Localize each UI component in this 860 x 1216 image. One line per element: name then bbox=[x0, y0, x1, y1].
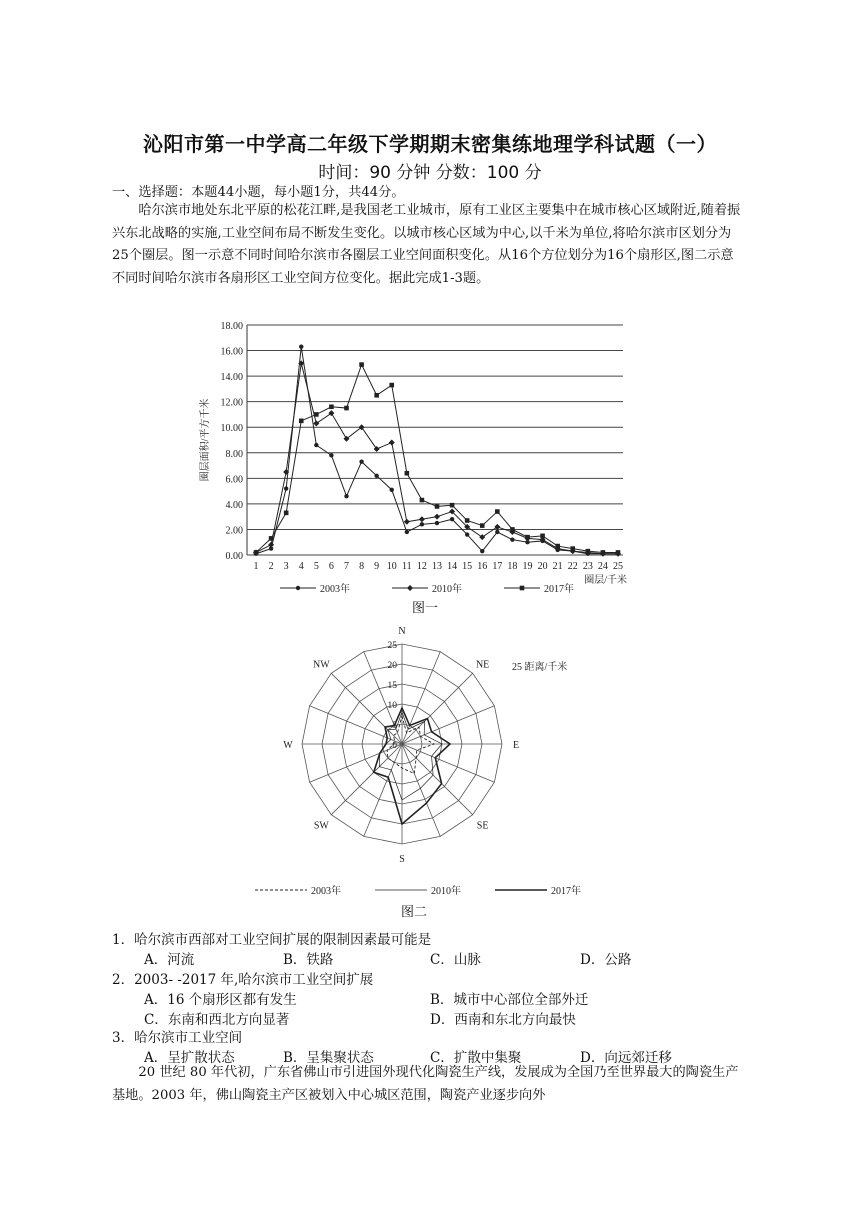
figure-1-caption: 图一 bbox=[412, 601, 439, 616]
legend-label: 2003年 bbox=[320, 584, 350, 595]
data-point bbox=[390, 488, 394, 492]
data-point bbox=[389, 440, 395, 446]
data-point bbox=[420, 522, 424, 526]
distance-unit-label: 25 距离/千米 bbox=[512, 662, 568, 673]
data-point bbox=[480, 549, 484, 553]
data-point bbox=[254, 550, 259, 555]
figure-2-caption: 图二 bbox=[401, 905, 428, 920]
x-tick-label: 14 bbox=[447, 561, 458, 572]
radial-tick-label: 25 bbox=[387, 641, 397, 651]
data-point bbox=[313, 420, 319, 426]
x-tick-label: 8 bbox=[359, 561, 365, 572]
x-tick-label: 9 bbox=[374, 561, 380, 572]
data-point bbox=[405, 530, 409, 534]
y-tick-label: 14.00 bbox=[220, 372, 243, 384]
q3-option-b: B．呈集聚状态 bbox=[283, 1050, 374, 1066]
data-point bbox=[616, 550, 621, 555]
data-point bbox=[405, 471, 410, 476]
x-tick-label: 22 bbox=[567, 561, 578, 572]
direction-label: SE bbox=[476, 820, 489, 832]
x-tick-label: 13 bbox=[432, 561, 442, 572]
x-tick-label: 18 bbox=[507, 561, 518, 572]
q1-option-c: C．山脉 bbox=[430, 952, 481, 968]
direction-label: SW bbox=[313, 820, 329, 832]
data-point bbox=[374, 446, 380, 452]
data-point bbox=[344, 494, 348, 498]
data-point bbox=[314, 412, 319, 417]
figure-1-line-chart bbox=[195, 310, 635, 610]
radar-spoke bbox=[331, 744, 402, 815]
data-point bbox=[404, 519, 410, 525]
data-point bbox=[374, 474, 378, 478]
exam-info: 时间：90 分钟 分数：100 分 bbox=[318, 163, 542, 183]
data-point bbox=[434, 514, 440, 520]
x-tick-label: 23 bbox=[582, 561, 593, 572]
radial-tick-label: 20 bbox=[387, 661, 397, 671]
figure-2-radar-chart bbox=[250, 622, 610, 902]
data-point bbox=[419, 516, 425, 522]
data-point bbox=[495, 530, 499, 534]
data-point bbox=[407, 585, 413, 591]
x-tick-label: 10 bbox=[386, 561, 397, 572]
y-tick-label: 2.00 bbox=[225, 525, 243, 537]
data-point bbox=[359, 362, 364, 367]
x-tick-label: 5 bbox=[313, 561, 319, 572]
data-point bbox=[296, 586, 300, 590]
direction-label: NE bbox=[475, 659, 490, 671]
data-point bbox=[435, 504, 440, 509]
q1-option-b: B．铁路 bbox=[283, 952, 334, 968]
x-tick-label: 2 bbox=[268, 561, 274, 572]
data-point bbox=[389, 383, 394, 388]
data-point bbox=[284, 511, 289, 516]
q2-option-d: D．西南和东北方向最快 bbox=[430, 1012, 576, 1028]
q2-option-b: B．城市中心部位全部外迁 bbox=[430, 992, 589, 1008]
x-tick-label: 6 bbox=[328, 561, 334, 572]
x-tick-label: 11 bbox=[402, 561, 412, 572]
y-tick-label: 0.00 bbox=[225, 551, 243, 562]
data-point bbox=[299, 419, 304, 424]
radar-series-2017年 bbox=[374, 708, 450, 824]
data-point bbox=[601, 550, 606, 555]
legend-label: 2003年 bbox=[311, 886, 341, 897]
paragraph-2: 20 世纪 80 年代初，广东省佛山市引进国外现代化陶瓷生产线，发展成为全国乃至世界最大的陶瓷生产基地。2003 年，佛山陶瓷主产区被划入中心城区范围，陶瓷产业逐步向外 bbox=[112, 1065, 739, 1103]
data-point bbox=[570, 546, 575, 551]
y-tick-label: 10.00 bbox=[220, 423, 243, 435]
data-point bbox=[510, 527, 515, 532]
data-point bbox=[465, 518, 470, 523]
data-point bbox=[344, 406, 349, 411]
y-axis-label: 圈层面积/平方千米 bbox=[200, 398, 211, 482]
x-tick-label: 15 bbox=[462, 561, 473, 572]
direction-label: E bbox=[512, 740, 520, 751]
q1-option-a: A．河流 bbox=[144, 952, 195, 968]
y-tick-label: 18.00 bbox=[220, 321, 243, 332]
x-tick-label: 12 bbox=[416, 561, 427, 572]
question-2-stem: 2．2003- -2017 年,哈尔滨市工业空间扩展 bbox=[112, 972, 374, 988]
x-tick-label: 19 bbox=[522, 561, 533, 572]
y-tick-label: 12.00 bbox=[220, 397, 243, 409]
x-tick-label: 17 bbox=[492, 561, 503, 572]
data-point bbox=[540, 534, 545, 539]
data-point bbox=[495, 509, 500, 514]
x-tick-label: 4 bbox=[298, 561, 304, 572]
x-tick-label: 24 bbox=[597, 561, 608, 572]
radial-tick-label: 0 bbox=[392, 741, 397, 751]
section-heading: 一、选择题：本题44小题，每小题1分，共44分。 bbox=[112, 185, 405, 200]
data-point bbox=[284, 486, 288, 490]
y-tick-label: 8.00 bbox=[225, 448, 243, 460]
question-1-stem: 1．哈尔滨市西部对工业空间扩展的限制因素最可能是 bbox=[112, 932, 432, 948]
x-tick-label: 1 bbox=[253, 561, 259, 572]
data-point bbox=[359, 460, 363, 464]
page-title: 沁阳市第一中学高二年级下学期期末密集练地理学科试题（一） bbox=[143, 132, 717, 156]
y-tick-label: 4.00 bbox=[225, 499, 243, 511]
radar-spoke bbox=[402, 744, 473, 815]
data-point bbox=[465, 532, 469, 536]
data-point bbox=[314, 443, 318, 447]
q1-option-d: D．公路 bbox=[580, 952, 632, 968]
x-tick-label: 3 bbox=[283, 561, 289, 572]
q2-option-a: A．16 个扇形区都有发生 bbox=[144, 992, 297, 1008]
data-point bbox=[374, 393, 379, 398]
direction-label: N bbox=[398, 626, 406, 637]
q3-option-a: A．呈扩散状态 bbox=[144, 1050, 235, 1066]
data-point bbox=[269, 536, 274, 541]
y-tick-label: 6.00 bbox=[225, 474, 243, 486]
q2-option-c: C．东南和西北方向显著 bbox=[144, 1012, 290, 1028]
data-point bbox=[520, 586, 525, 591]
direction-label: S bbox=[399, 854, 405, 865]
data-point bbox=[586, 549, 591, 554]
direction-label: NW bbox=[313, 659, 330, 671]
data-point bbox=[329, 404, 334, 409]
direction-label: W bbox=[283, 740, 293, 751]
legend-label: 2017年 bbox=[544, 584, 574, 595]
radar-spoke bbox=[402, 673, 473, 744]
x-tick-label: 25 bbox=[613, 561, 623, 572]
x-axis-label: 圈层/千米 bbox=[584, 575, 627, 586]
x-tick-label: 16 bbox=[477, 561, 488, 572]
q3-option-c: C．扩散中集聚 bbox=[430, 1050, 522, 1066]
data-point bbox=[329, 453, 333, 457]
data-point bbox=[479, 534, 485, 540]
legend-label: 2010年 bbox=[431, 886, 461, 897]
q3-option-d: D．向远郊迁移 bbox=[580, 1050, 672, 1066]
data-point bbox=[299, 345, 303, 349]
data-point bbox=[480, 523, 485, 528]
data-point bbox=[555, 544, 560, 549]
data-point bbox=[450, 503, 455, 508]
x-tick-label: 21 bbox=[552, 561, 563, 572]
radial-tick-label: 10 bbox=[387, 701, 397, 711]
data-point bbox=[328, 410, 334, 416]
legend-label: 2017年 bbox=[551, 886, 581, 897]
series-2010年 bbox=[253, 360, 621, 556]
data-point bbox=[450, 517, 454, 521]
data-point bbox=[435, 521, 439, 525]
legend-label: 2010年 bbox=[432, 584, 462, 595]
y-tick-label: 16.00 bbox=[220, 346, 243, 358]
x-tick-label: 20 bbox=[537, 561, 548, 572]
radial-tick-label: 15 bbox=[387, 681, 397, 691]
data-point bbox=[525, 535, 530, 540]
data-point bbox=[420, 498, 425, 503]
radial-tick-label: 5 bbox=[392, 721, 397, 731]
data-point bbox=[268, 542, 274, 548]
x-tick-label: 7 bbox=[344, 561, 349, 572]
intro-paragraph: 哈尔滨市地处东北平原的松花江畔,是我国老工业城市，原有工业区主要集中在城市核心区域附近,随着振兴东北战略的实施,工业空间布局不断发生变化。以城市核心区域为中心,以千米为单位,将哈尔滨市区划分为25个圈层。图一示意不同时间哈尔滨市各圈层工业空间面积变化。从16个方位划分为16个扇形区,图二示意不同时间哈尔滨市各扇形区工业空间方位变化。据此完成1-3题。 bbox=[112, 203, 741, 286]
question-3-stem: 3．哈尔滨市工业空间 bbox=[112, 1030, 243, 1046]
data-point bbox=[510, 537, 514, 541]
